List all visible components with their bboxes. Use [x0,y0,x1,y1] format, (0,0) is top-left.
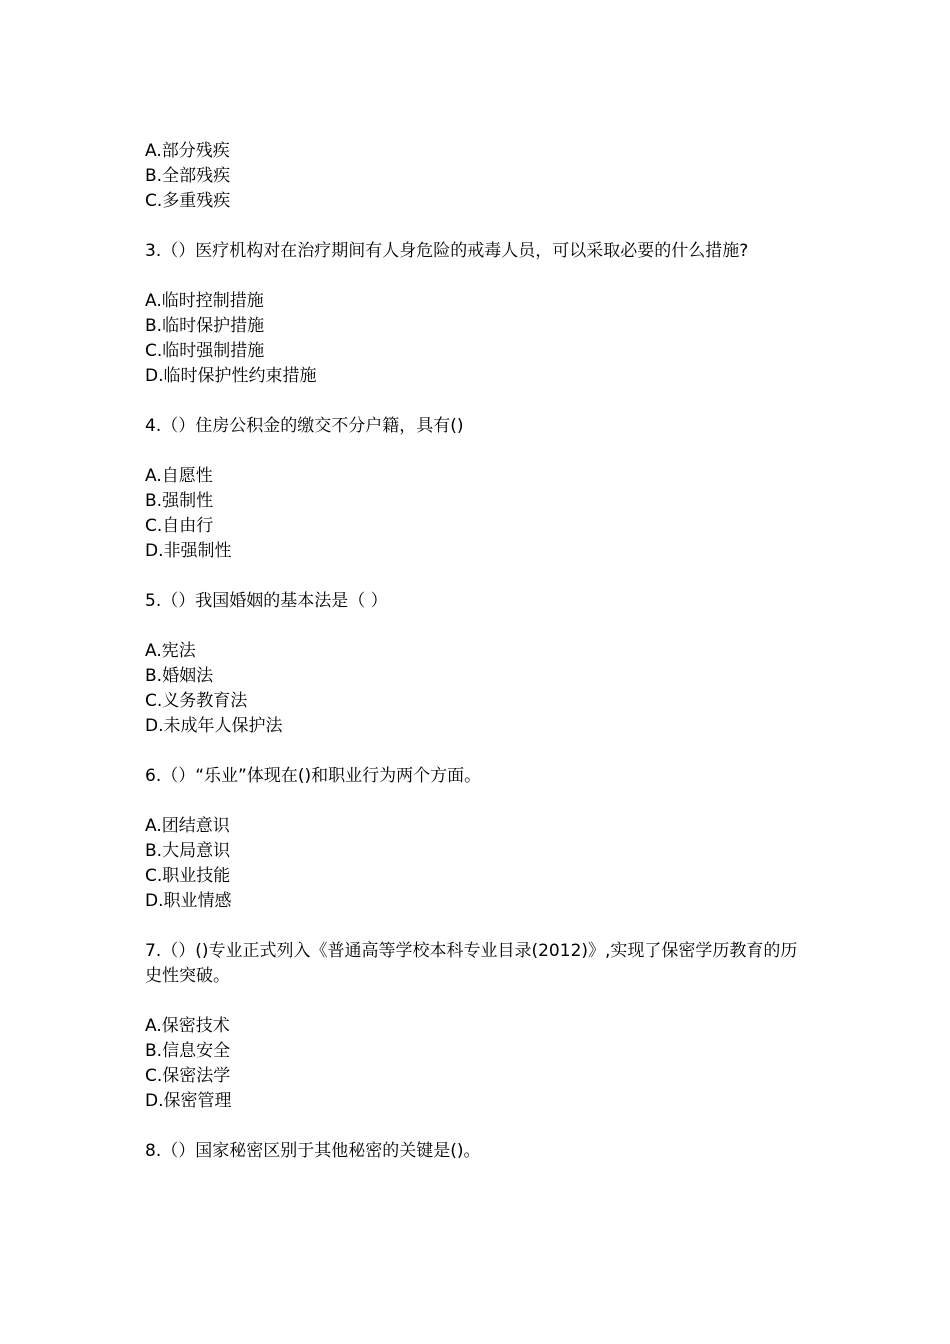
option-a: A.团结意识 [145,816,230,836]
option-c: C.保密法学 [145,1066,231,1086]
option-a: A.保密技术 [145,1016,230,1036]
option-b: B.婚姻法 [145,666,214,686]
option-d: D.职业情感 [145,891,232,911]
question-block-4 [145,414,825,564]
question-text: 5.（）我国婚姻的基本法是（ ） [145,591,388,611]
option-c: C.自由行 [145,516,214,536]
spacer [145,214,825,239]
question-block-5 [145,589,825,739]
spacer [145,264,825,289]
option-d: D.临时保护性约束措施 [145,366,317,386]
option-b: B.大局意识 [145,841,231,861]
question-block-6 [145,764,825,914]
spacer [145,789,825,814]
question-text: 4.（）住房公积金的缴交不分户籍，具有() [145,416,464,436]
question-text: 6.（）“乐业”体现在()和职业行为两个方面。 [145,766,482,786]
question-block-8 [145,1139,825,1164]
option-a: A.部分残疾 [145,141,230,161]
option-c: C.职业技能 [145,866,231,886]
question-block-7 [145,939,825,1114]
option-c: C.义务教育法 [145,691,248,711]
option-a: A.自愿性 [145,466,213,486]
exam-page [145,139,825,1164]
spacer [145,389,825,414]
spacer [145,564,825,589]
question-text: 8.（）国家秘密区别于其他秘密的关键是()。 [145,1141,481,1161]
option-d: D.未成年人保护法 [145,716,283,736]
spacer [145,739,825,764]
question-text: 7.（）()专业正式列入《普通高等学校本科专业目录(2012)》,实现了保密学历教育的历史性突破。 [145,941,798,986]
option-b: B.强制性 [145,491,214,511]
option-c: C.多重残疾 [145,191,231,211]
spacer [145,614,825,639]
spacer [145,1114,825,1139]
option-b: B.全部残疾 [145,166,231,186]
spacer [145,989,825,1014]
question-block-3 [145,239,825,389]
question-block-2-tail [145,139,825,214]
option-d: D.非强制性 [145,541,232,561]
spacer [145,914,825,939]
option-b: B.临时保护措施 [145,316,265,336]
option-a: A.临时控制措施 [145,291,264,311]
option-b: B.信息安全 [145,1041,231,1061]
option-d: D.保密管理 [145,1091,232,1111]
spacer [145,439,825,464]
option-c: C.临时强制措施 [145,341,265,361]
question-text: 3.（）医疗机构对在治疗期间有人身危险的戒毒人员，可以采取必要的什么措施? [145,241,749,261]
option-a: A.宪法 [145,641,196,661]
